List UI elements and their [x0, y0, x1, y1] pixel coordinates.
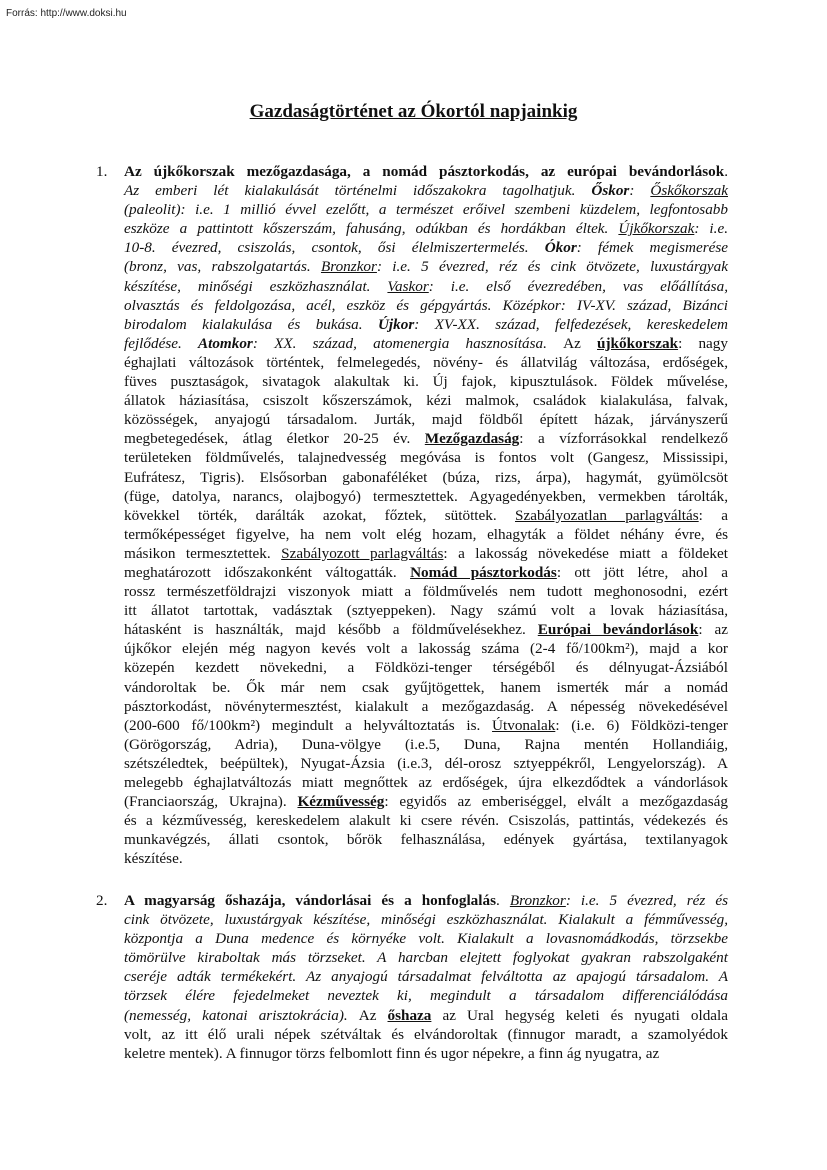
- text-run: Az: [358, 1006, 388, 1024]
- text-run: termőképességet figyelve, ha nem volt elég hozam, elhagyták a földet néhány évre, és: [124, 525, 728, 543]
- text-line: [124, 391, 728, 410]
- page-title: Gazdaságtörténet az Ókortól napjainkig: [249, 101, 578, 122]
- text-run: cseréje adták termékekért. Az anyajogú társadalmat felváltotta az apajogú társadalom. A: [124, 968, 728, 986]
- text-run: : XV-XX. század, felfedezések, kereskedelem: [414, 315, 729, 333]
- text-line: [124, 948, 728, 967]
- text-line: [124, 967, 728, 986]
- text-line: [124, 200, 728, 219]
- text-run: itt állatot tartottak, vadásztak (sztyeppeken). Nagy számú volt a lovak háziasítása,: [124, 602, 728, 620]
- text-line: [124, 277, 728, 296]
- text-run: kövekkel törték, darálták azokat, főztek, sütöttek.: [124, 506, 516, 524]
- text-line: [124, 296, 728, 315]
- text-run: éghajlati változások történtek, felmelegedés, növény- és állatvilág változása, erdőségek,: [124, 353, 728, 371]
- text-run: Az újkőkorszak mezőgazdasága, a nomád pásztorkodás, az európai bevándorlások: [124, 163, 725, 180]
- text-line: [124, 735, 728, 754]
- text-run: melegebb éghajlatváltozás miatt megnőttek az erdőségek, újra elkezdődtek a vándorlások: [124, 774, 728, 791]
- text-run: az Ural hegység keleti és nyugati oldala: [431, 1006, 728, 1024]
- text-run: birodalom kialakulása és bukása.: [124, 315, 378, 333]
- text-line: [124, 929, 728, 948]
- text-line: [124, 1044, 728, 1063]
- text-run: (200-600 fő/100km²) megindult a helyváltoztatás is.: [124, 716, 493, 734]
- text-line: [124, 353, 728, 372]
- text-run: állatok háziasítása, csiszolt kőszerszámok, kézi malmok, családok kialakulása, falvak,: [124, 392, 728, 410]
- text-run: .: [724, 163, 728, 180]
- text-line: [124, 910, 728, 929]
- text-run: vándoroltak be. Ők már nem csak gyűjtögettek, hanem ismerték már a nomád: [124, 678, 728, 696]
- text-run: Atomkor: [197, 334, 253, 352]
- text-run: (bronz, vas, rabszolgatartás.: [124, 258, 321, 276]
- text-run: Ókor: [544, 239, 577, 257]
- text-run: másikon termesztettek.: [124, 544, 282, 562]
- text-line: [124, 986, 728, 1005]
- text-line: [124, 448, 728, 467]
- text-run: Az: [563, 334, 598, 352]
- text-line: [124, 601, 728, 620]
- text-run: : (i.e. 6) Földközi-tenger: [555, 716, 728, 734]
- text-run: hátasként is használták, majd később a földművelésekhez.: [124, 621, 538, 639]
- text-run: munkavégzés, állati csontok, bőrök felhasználása, edények gyártása, textilanyagok: [124, 831, 728, 849]
- text-line: [124, 257, 728, 276]
- underlined-term: őshaza: [387, 1006, 432, 1024]
- underlined-term: Európai bevándorlások: [537, 621, 699, 639]
- text-run: meghatározott időszakonként váltogatták.: [124, 563, 411, 581]
- text-run: közösségek, anyajogú társadalom. Jurták, majd földből épített házak, járványszerű: [124, 411, 728, 429]
- underlined-term: Bronzkor: [509, 892, 566, 909]
- text-run: : a lakosság növekedése miatt a földeket: [443, 544, 728, 562]
- text-line: [124, 487, 728, 506]
- text-run: : i.e.: [694, 220, 728, 238]
- text-line: [124, 162, 728, 181]
- text-line: [124, 219, 728, 238]
- underlined-term: Útvonalak: [492, 716, 556, 734]
- text-run: :: [629, 182, 651, 200]
- text-line: [124, 544, 728, 563]
- text-run: szétszéledtek, beépültek), Nyugat-Ázsia (i.e.3, dél-orosz sztyeppékről, Lengyelország). A: [124, 754, 728, 772]
- text-line: [124, 678, 728, 697]
- text-run: : i.e. 5 évezred, réz és: [565, 892, 729, 909]
- text-run: Őskor: [591, 182, 630, 200]
- underlined-term: Újkőkorszak: [618, 220, 695, 238]
- text-run: közepén kezdett növekedni, a Földközi-tenger térségéből és délnyugat-Ázsiából: [124, 659, 728, 677]
- text-run: : XX. század, atomenergia hasznosítása.: [252, 334, 564, 352]
- text-run: rossz természetföldrajzi viszonyok miatt a földművelés nem tudott meghonosodni, ezért: [124, 583, 728, 601]
- text-run: Eufrátesz, Tigris). Elsősorban gabonaféléket (búza, rizs, árpa), hagymát, gyümölcsöt: [124, 468, 728, 486]
- text-run: Az emberi lét kialakulását történelmi időszakokra tagolhatjuk.: [124, 182, 592, 200]
- text-line: [124, 410, 728, 429]
- text-run: 10-8. évezred, csiszolás, csontok, ősi élelmiszertermelés.: [124, 239, 545, 257]
- text-line: [124, 582, 728, 601]
- text-line: [124, 181, 728, 200]
- underlined-term: Bronzkor: [320, 258, 377, 276]
- text-run: : i.e. első évezredében, vas előállítása,: [428, 277, 728, 295]
- underlined-term: Szabályozott parlagváltás: [281, 544, 444, 562]
- text-line: [124, 716, 728, 735]
- text-line: [124, 639, 728, 658]
- underlined-term: újkőkorszak: [597, 334, 679, 352]
- text-run: cink ötvözete, luxustárgyak készítése, minőségi eszközhasználat. Kialakult a fémművesség,: [124, 911, 728, 929]
- text-run: újkőkor elején még nagyon kevés volt a lakosság száma (2-4 fő/100km²), majd a kor: [124, 640, 728, 658]
- text-run: és a kézművesség, kereskedelem alakult ki csere révén. Csiszolás, pattintás, védekezés és: [124, 812, 728, 830]
- text-run: eszköze a pattintott kőszerszám, fahusáng, odúkban és hordákban éltek.: [124, 220, 619, 238]
- text-line: [124, 506, 728, 525]
- text-line: [124, 620, 728, 639]
- text-line: [124, 658, 728, 677]
- text-line: [124, 792, 728, 811]
- text-run: (nemesség, katonai arisztokrácia).: [124, 1006, 359, 1024]
- text-run: készítése, minőségi eszközhasználat.: [124, 277, 388, 295]
- text-run: : ott jött létre, ahol a: [556, 563, 728, 581]
- text-run: : i.e. 5 évezred, réz és cink ötvözete, luxustárgyak: [376, 258, 728, 276]
- text-line: [124, 1025, 728, 1044]
- text-run: törzsek élére fejedelmeket neveztek ki, megindult a társadalom differenciálódása: [124, 987, 728, 1005]
- text-run: (paleolit): i.e. 1 millió évvel ezelőtt, a természet erőivel szembeni küzdelem, legfontosabb: [124, 201, 728, 219]
- text-run: (füge, datolya, narancs, olajbogyó) termesztettek. Agyagedényekben, vermekben tárolták,: [124, 487, 728, 505]
- underlined-term: Kézművesség: [297, 793, 385, 811]
- text-line: [124, 754, 728, 773]
- text-line: [124, 525, 728, 544]
- text-run: .: [496, 892, 510, 909]
- text-run: : fémek megismerése: [576, 239, 728, 257]
- text-line: [124, 372, 728, 391]
- underlined-term: Mezőgazdaság: [424, 430, 520, 448]
- text-line: [124, 334, 728, 353]
- item-number: 2.: [96, 892, 108, 909]
- item-number: 1.: [96, 163, 108, 180]
- text-run: központja a Duna medence és környéke volt. Kialakult a lovasnomádkodás, törzsekbe: [124, 930, 728, 948]
- text-run: olvasztás és feldolgozása, acél, eszköz és gépgyártás. Középkor: IV-XV. század, Bizánci: [124, 296, 728, 314]
- text-line: [124, 468, 728, 487]
- text-run: fejlődése.: [124, 334, 198, 352]
- item-body: [124, 162, 728, 868]
- text-run: volt, az itt élő urali népek szétváltak és elvándoroltak (finnugor maradt, a szamolyédok: [124, 1025, 728, 1043]
- underlined-term: Szabályozatlan parlagváltás: [515, 506, 699, 524]
- text-line: [124, 849, 728, 868]
- text-run: : a vízforrásokkal rendelkező: [519, 430, 728, 448]
- text-line: [124, 429, 728, 448]
- text-line: [124, 773, 728, 792]
- text-run: : nagy: [678, 334, 728, 352]
- text-run: : a: [698, 506, 728, 524]
- text-line: [124, 830, 728, 849]
- text-run: megbetegedések, átlag életkor 20-25 év.: [124, 430, 425, 448]
- text-run: : egyidős az emberiséggel, elvált a mezőgazdaság: [384, 793, 728, 811]
- text-run: pásztorkodást, növénytermesztést, kialakult a mezőgazdaság. A népesség növekedésével: [124, 697, 728, 715]
- text-run: keletre mentek). A finnugor törzs felbomlott finn és ugor népekre, a finn ág nyugatra, az: [124, 1044, 660, 1062]
- text-line: [124, 315, 728, 334]
- underlined-term: Vaskor: [387, 277, 429, 295]
- text-run: : az: [698, 621, 729, 639]
- text-line: [124, 563, 728, 582]
- text-run: Újkor: [377, 315, 415, 333]
- text-line: [124, 891, 728, 910]
- source-note: Forrás: http://www.doksi.hu: [6, 8, 127, 19]
- text-run: füves pusztaságok, sivatagok alakultak ki. Új fajok, kipusztulások. Földek művelése,: [124, 373, 728, 391]
- text-line: [124, 238, 728, 257]
- text-run: (Franciaország, Ukrajna).: [124, 793, 298, 811]
- item-body: [124, 891, 728, 1063]
- text-line: [124, 1006, 728, 1025]
- underlined-term: Nomád pásztorkodás: [410, 563, 557, 581]
- text-run: tömörülve kiraboltak más törzseket. A harcban elejtett foglyokat gyakran rabszolgaként: [124, 949, 728, 967]
- text-line: [124, 697, 728, 716]
- text-run: A magyarság őshazája, vándorlásai és a honfoglalás: [124, 892, 496, 909]
- text-line: [124, 811, 728, 830]
- text-run: készítése.: [124, 850, 183, 868]
- text-run: (Görögország, Adria), Duna-völgye (i.e.5, Duna, Rajna mentén Hollandiáig,: [124, 735, 728, 753]
- text-run: területeken földművelés, talajnedvesség megóvása is fontos volt (Gangesz, Mississipi,: [124, 449, 728, 467]
- underlined-term: Őskőkorszak: [650, 182, 728, 200]
